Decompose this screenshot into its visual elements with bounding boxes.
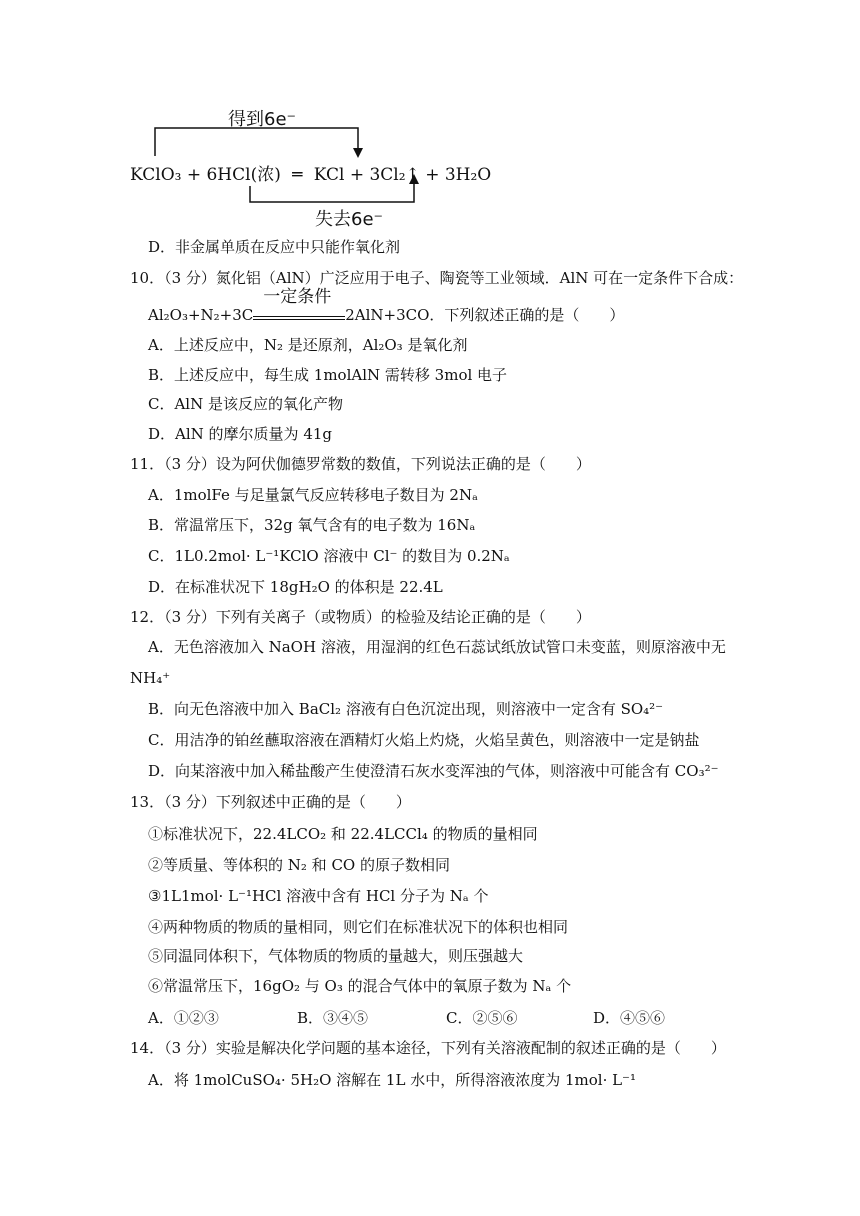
q14-stem: 14．（3 分）实验是解决化学问题的基本途径，下列有关溶液配制的叙述正确的是（ ） [130, 1039, 726, 1057]
q13-statement-4: ④两种物质的物质的量相同，则它们在标准状况下的体积也相同 [148, 918, 569, 936]
q11-stem: 11．（3 分）设为阿伏伽德罗常数的数值，下列说法正确的是（ ） [130, 455, 591, 473]
q9-option-d: D．非金属单质在反应中只能作氧化剂 [148, 238, 401, 256]
q13-stem: 13．（3 分）下列叙述中正确的是（ ） [130, 793, 411, 811]
q10-option-c: C．AlN 是该反应的氧化产物 [148, 395, 344, 413]
q11-option-c: C．1L0.2mol· L⁻¹KClO 溶液中 Cl⁻ 的数目为 0.2Nₐ [148, 547, 510, 565]
q13-statement-1: ①标准状况下，22.4LCO₂ 和 22.4LCCl₄ 的物质的量相同 [148, 825, 538, 843]
q13-statement-5: ⑤同温同体积下，气体物质的物质的量越大，则压强越大 [148, 947, 524, 965]
lose-electrons-label: 失去6e⁻ [315, 209, 384, 230]
equals-sign: ═ [286, 165, 309, 185]
q13-option-d: D．④⑤⑥ [593, 1009, 666, 1027]
q13-option-a: A．①②③ [148, 1009, 219, 1027]
q12-option-d: D．向某溶液中加入稀盐酸产生使澄清石灰水变浑浊的气体，则溶液中可能含有 CO₃²⁻ [148, 762, 719, 780]
q10-option-a: A．上述反应中，N₂ 是还原剂，Al₂O₃ 是氧化剂 [148, 336, 468, 354]
condition-equals [253, 287, 345, 325]
equation-right: KCl + 3Cl₂↑ + 3H₂O [313, 165, 492, 185]
reaction-equation [130, 160, 491, 185]
electron-transfer-diagram [130, 100, 530, 230]
q11-option-a: A．1molFe 与足量氯气反应转移电子数目为 2Nₐ [148, 486, 478, 504]
q10-option-d: D．AlN 的摩尔质量为 41g [148, 425, 333, 443]
q12-option-a-cont: NH₄⁺ [130, 669, 171, 687]
q13-statement-3: ③1L1mol· L⁻¹HCl 溶液中含有 HCl 分子为 Nₐ 个 [148, 887, 489, 905]
q13-option-c: C．②⑤⑥ [446, 1009, 518, 1027]
q10-equation-left: Al₂O₃+N₂+3C [148, 306, 254, 324]
gain-electrons-label: 得到6e⁻ [228, 109, 297, 130]
q12-option-b: B．向无色溶液中加入 BaCl₂ 溶液有白色沉淀出现，则溶液中一定含有 SO₄²⁻ [148, 700, 664, 718]
q13-statement-2: ②等质量、等体积的 N₂ 和 CO 的原子数相同 [148, 856, 450, 874]
q10-equation-right: 2AlN+3CO．下列叙述正确的是（ ） [345, 306, 625, 324]
q10-equation [148, 287, 625, 325]
condition-label: 一定条件 [263, 287, 332, 307]
q13-statement-6: ⑥常温常压下，16gO₂ 与 O₃ 的混合气体中的氧原子数为 Nₐ 个 [148, 977, 572, 995]
q12-option-a: A．无色溶液加入 NaOH 溶液，用湿润的红色石蕊试纸放试管口未变蓝，则原溶液中无 [148, 638, 726, 656]
q11-option-d: D．在标准状况下 18gH₂O 的体积是 22.4L [148, 578, 443, 596]
q10-option-b: B．上述反应中，每生成 1molAlN 需转移 3mol 电子 [148, 366, 508, 384]
q14-option-a: A．将 1molCuSO₄· 5H₂O 溶解在 1L 水中，所得溶液浓度为 1mol· L⁻¹ [148, 1071, 636, 1089]
q12-option-c: C．用洁净的铂丝蘸取溶液在酒精灯火焰上灼烧，火焰呈黄色，则溶液中一定是钠盐 [148, 731, 700, 749]
q11-option-b: B．常温常压下，32g 氧气含有的电子数为 16Nₐ [148, 516, 476, 534]
equation-left: KClO₃ + 6HCl(浓) [130, 165, 281, 185]
q13-option-b: B．③④⑤ [297, 1009, 369, 1027]
q10-stem: 10．（3 分）氮化铝（AlN）广泛应用于电子、陶瓷等工业领域．AlN 可在一定条件下合成： [130, 269, 744, 287]
q12-stem: 12．（3 分）下列有关离子（或物质）的检验及结论正确的是（ ） [130, 608, 591, 626]
